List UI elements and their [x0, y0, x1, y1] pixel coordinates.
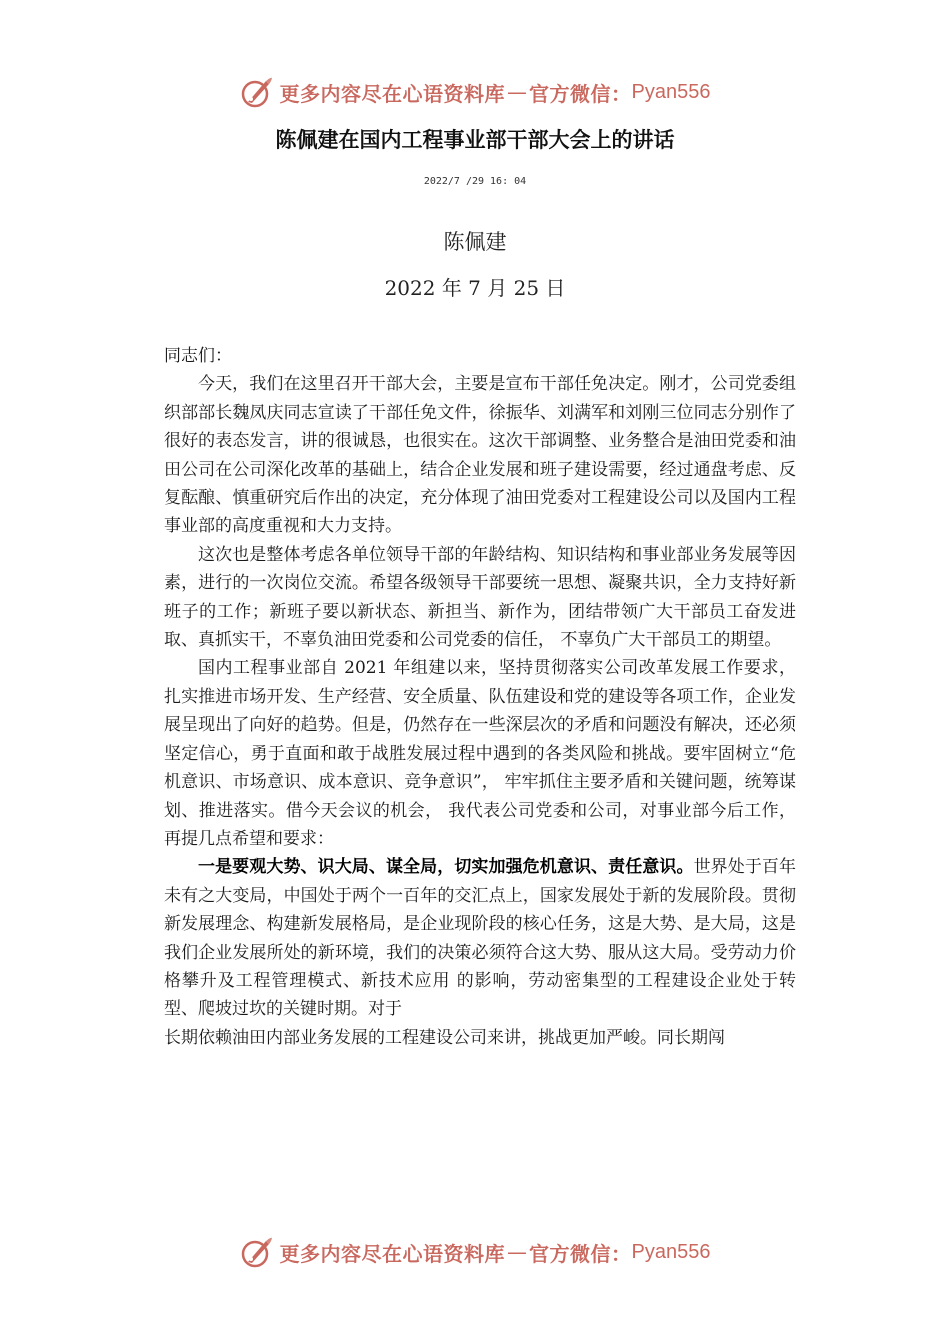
page-title: 陈佩建在国内工程事业部干部大会上的讲话 [275, 128, 675, 152]
quill-logo-icon [240, 1235, 274, 1269]
paragraph-point-one [164, 853, 796, 1023]
paragraph: 这次也是整体考虑各单位领导干部的年龄结构、知识结构和事业部业务发展等因素，进行的一次岗位交流。希望各级领导干部要统一思想、凝聚共识，全力支持好新班子的工作；新班子要以新状态、新担当、新作为，团结带领广大干部员工奋发进取、真抓实干，不辜负油田党委和公司党委的信任， 不辜负广大干部员工的期望。 [164, 544, 796, 651]
watermark-handle: Pyan556 [631, 80, 711, 103]
salutation: 同志们： [164, 346, 232, 366]
watermark-label: 官方微信： [529, 1241, 632, 1266]
paragraph: 国内工程事业部自 2021 年组建以来，坚持贯彻落实公司改革发展工作要求，扎实推进市场开发、生产经营、安全质量、队伍建设和党的建设等各项工作，企业发展呈现出了向好的趋势。但是，仍然存在一些深层次的矛盾和问题没有解决，还必须坚定信心，勇于直面和敢于战胜发展过程中遇到的各类风险和挑战。要牢固树立“危机意识、市场意识、成本意识、竞争意识”， 牢牢抓住主要矛盾和关键问题，统筹谋划、推进落实。借今天会议的机会， 我代表公司党委和公司，对事业部今后工作，再提几点希望和要求： [164, 658, 796, 849]
watermark-text: 更多内容尽在心语资料库 [279, 1241, 506, 1266]
watermark-top [0, 72, 950, 112]
watermark-handle: Pyan556 [631, 1240, 711, 1263]
watermark-text: 更多内容尽在心语资料库 [279, 81, 506, 106]
author-name: 陈佩建 [443, 230, 507, 254]
publish-timestamp: 2022/7 /29 16: 04 [423, 176, 527, 187]
speech-date: 2022 年 7 月 25 日 [384, 276, 566, 300]
watermark-label: 官方微信： [529, 81, 632, 106]
point-one-heading: 一是要观大势、识大局、谋全局，切实加强危机意识、责任意识。 [198, 857, 694, 878]
point-one-text: 世界处于百年未有之大变局，中国处于两个一百年的交汇点上，国家发展处于新的发展阶段。贯彻新发展理念、构建新发展格局，是企业现阶段的核心任务，这是大势、是大局，这是我们企业发展所处的新环境，我们的决策必须符合这大势、服从这大局。受劳动力价格攀升及工程管理模式、新技术应用 的影响，劳动密集型的工程建设企业处于转型、爬坡过坎的关键时期。对于 [164, 857, 797, 1020]
paragraph-continuation: 长期依赖油田内部业务发展的工程建设公司来讲，挑战更加严峻。同长期闯 [164, 1027, 725, 1048]
watermark-bottom [0, 1232, 950, 1272]
watermark-separator: — [507, 1240, 528, 1264]
speech-body [164, 342, 796, 1052]
paragraph: 今天，我们在这里召开干部大会，主要是宣布干部任免决定。刚才，公司党委组织部部长魏凤庆同志宣读了干部任免文件，徐振华、刘满军和刘刚三位同志分别作了很好的表态发言，讲的很诚恳，也很实在。这次干部调整、业务整合是油田党委和油田公司在公司深化改革的基础上，结合企业发展和班子建设需要，经过通盘考虑、反复酝酿、慎重研究后作出的决定，充分体现了油田党委对工程建设公司以及国内工程事业部的高度重视和大力支持。 [164, 374, 796, 537]
quill-logo-icon [240, 75, 274, 109]
watermark-separator: — [507, 80, 528, 104]
